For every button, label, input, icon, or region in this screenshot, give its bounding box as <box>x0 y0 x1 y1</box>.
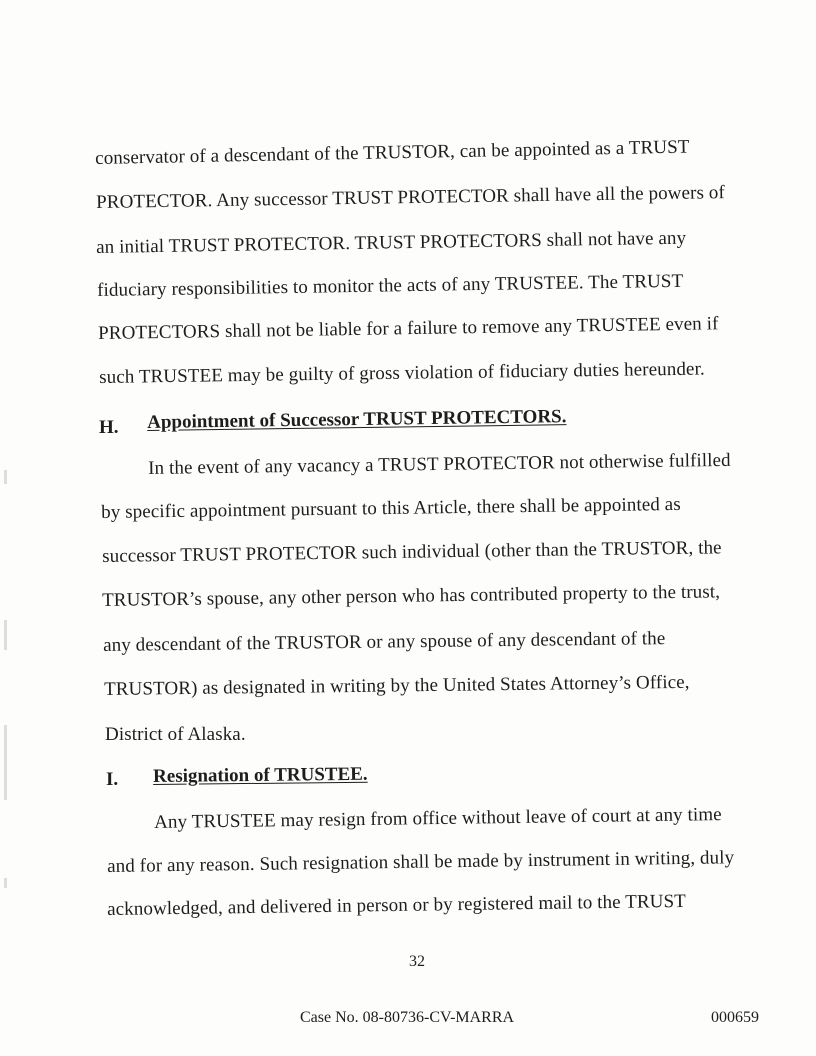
body-line: and for any reason. Such resignation shall be made by instrument in writing, duly <box>107 847 735 877</box>
section-h-title: Appointment of Successor TRUST PROTECTORS. <box>147 406 567 433</box>
body-line: fiduciary responsibilities to monitor the acts of any TRUSTEE. The TRUST <box>97 270 684 301</box>
scan-artifact <box>4 470 7 484</box>
body-line: TRUSTOR) as designated in writing by the United States Attorney’s Office, <box>104 671 690 700</box>
body-line: In the event of any vacancy a TRUST PROTECTOR not otherwise fulfilled <box>148 449 731 479</box>
body-line: acknowledged, and delivered in person or by registered mail to the TRUST <box>107 890 687 920</box>
footer-bates-number: 000659 <box>711 1009 759 1026</box>
footer-case-number: Case No. 08-80736-CV-MARRA <box>300 1009 515 1026</box>
body-line: Any TRUSTEE may resign from office without leave of court at any time <box>154 804 722 833</box>
body-line: by specific appointment pursuant to this Article, there shall be appointed as <box>101 493 681 523</box>
section-h-letter: H. <box>99 417 119 438</box>
body-line: an initial TRUST PROTECTOR. TRUST PROTECTORS shall not have any <box>96 227 687 258</box>
body-line: such TRUSTEE may be guilty of gross violation of fiduciary duties hereunder. <box>99 358 705 388</box>
section-i-letter: I. <box>106 769 119 790</box>
body-line: successor TRUST PROTECTOR such individual (other than the TRUSTOR, the <box>102 537 722 567</box>
body-line: TRUSTOR’s spouse, any other person who has contributed property to the trust, <box>102 581 721 611</box>
section-i-title: Resignation of TRUSTEE. <box>153 763 368 787</box>
scan-artifact <box>4 725 7 800</box>
body-line: PROTECTOR. Any successor TRUST PROTECTOR shall have all the powers of <box>96 182 726 213</box>
page-number: 32 <box>409 953 425 970</box>
body-line: PROTECTORS shall not be liable for a failure to remove any TRUSTEE even if <box>98 313 719 344</box>
body-line: any descendant of the TRUSTOR or any spouse of any descendant of the <box>103 628 666 656</box>
body-line: conservator of a descendant of the TRUSTOR, can be appointed as a TRUST <box>95 136 690 169</box>
body-line: District of Alaska. <box>105 724 246 745</box>
scan-artifact <box>4 878 7 888</box>
scan-artifact <box>4 620 7 650</box>
